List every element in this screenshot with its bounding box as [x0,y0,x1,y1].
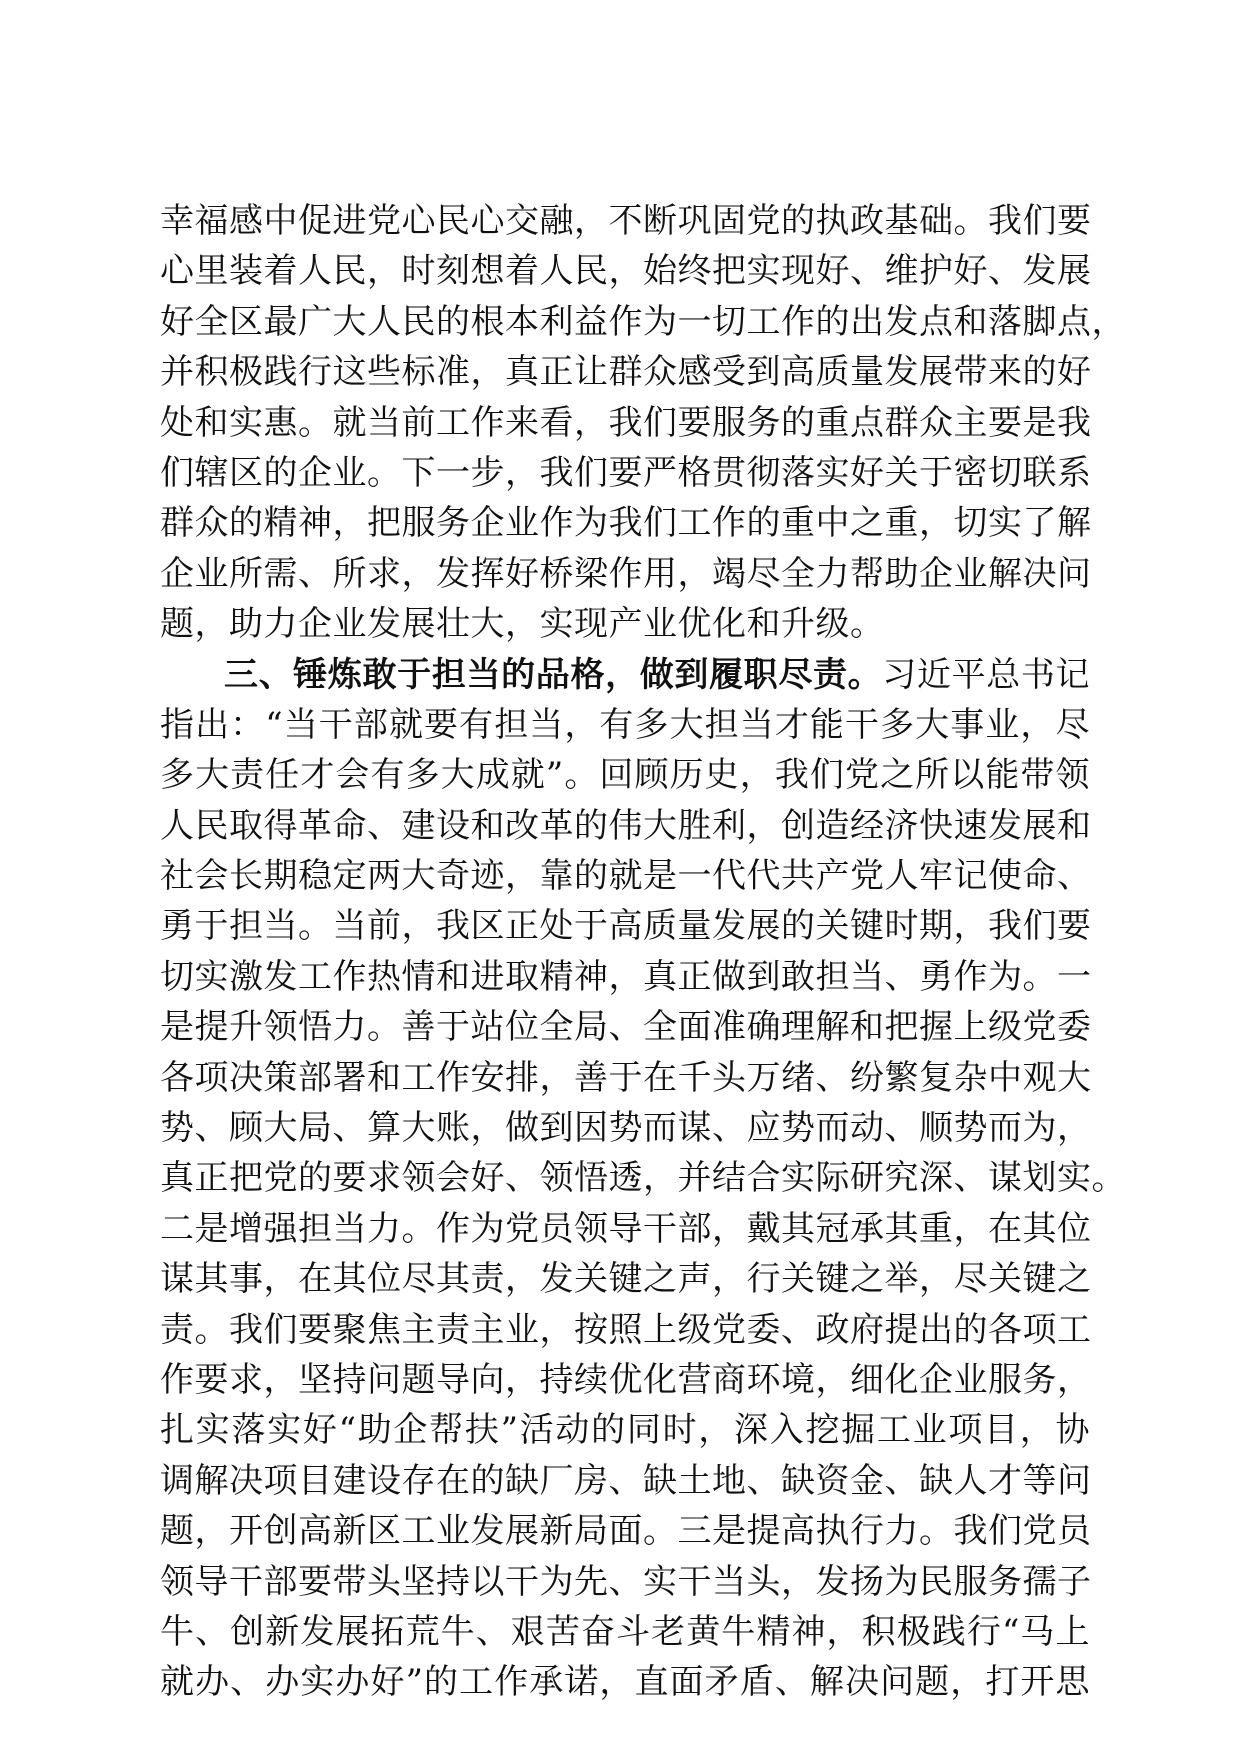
text-line: 领导干部要带头坚持以干为先、实干当头，发扬为民服务孺子 [160,1561,1092,1602]
text-line: 是提升领悟力。善于站位全局、全面准确理解和把握上级党委 [160,1007,1092,1048]
text-line: 势、顾大局、算大账，做到因势而谋、应势而动、顺势而为， [160,1108,1092,1149]
text-line: 并积极践行这些标准，真正让群众感受到高质量发展带来的好 [160,352,1092,393]
text-line: 指出：“当干部就要有担当，有多大担当才能干多大事业，尽 [160,704,1090,745]
text-line: 谋其事，在其位尽其责，发关键之声，行关键之举，尽关键之 [160,1259,1092,1300]
text-line: 真正把党的要求领会好、领悟透，并结合实际研究深、谋划实。 [160,1158,1126,1199]
text-line: 扎实落实好“助企帮扶”活动的同时，深入挖掘工业项目，协 [160,1410,1090,1451]
text-line: 调解决项目建设存在的缺厂房、缺土地、缺资金、缺人才等问 [160,1460,1092,1501]
text-line: 切实激发工作热情和进取精神，真正做到敢担当、勇作为。一 [160,956,1092,997]
text-line: 心里装着人民，时刻想着人民，始终把实现好、维护好、发展 [160,251,1092,292]
text-line: 题，开创高新区工业发展新局面。三是提高执行力。我们党员 [160,1511,1092,1552]
text-line: 勇于担当。当前，我区正处于高质量发展的关键时期，我们要 [160,906,1092,947]
section-heading-line [160,650,1090,700]
text-line: 多大责任才会有多大成就”。回顾历史，我们党之所以能带领 [160,755,1090,796]
text-line: 作要求，坚持问题导向，持续优化营商环境，细化企业服务， [160,1359,1092,1400]
text-line: 好全区最广大人民的根本利益作为一切工作的出发点和落脚点， [160,301,1126,342]
section-heading: 三、锤炼敢于担当的品格，做到履职尽责。 [224,654,883,695]
text-line: 企业所需、所求，发挥好桥梁作用，竭尽全力帮助企业解决问 [160,553,1092,594]
text-line: 牛、创新发展拓荒牛、艰苦奋斗老黄牛精神，积极践行“马上 [160,1611,1090,1652]
text-line: 处和实惠。就当前工作来看，我们要服务的重点群众主要是我 [160,402,1092,443]
body-text [160,196,1126,1708]
text-line: 二是增强担当力。作为党员领导干部，戴其冠承其重，在其位 [160,1208,1092,1249]
text-line: 题，助力企业发展壮大，实现产业优化和升级。 [160,604,885,645]
text-line: 群众的精神，把服务企业作为我们工作的重中之重，切实了解 [160,503,1092,544]
text-line: 各项决策部署和工作安排，善于在千头万绪、纷繁复杂中观大 [160,1057,1092,1098]
text-line: 责。我们要聚焦主责主业，按照上级党委、政府提出的各项工 [160,1309,1092,1350]
text-line: 人民取得革命、建设和改革的伟大胜利，创造经济快速发展和 [160,805,1092,846]
text-line: 们辖区的企业。下一步，我们要严格贯彻落实好关于密切联系 [160,452,1092,493]
text-line: 社会长期稳定两大奇迹，靠的就是一代代共产党人牢记使命、 [160,856,1092,897]
section-heading-tail: 习近平总书记 [882,654,1091,695]
text-line: 就办、办实办好”的工作承诺，直面矛盾、解决问题，打开思 [160,1662,1090,1703]
text-line: 幸福感中促进党心民心交融，不断巩固党的执政基础。我们要 [160,201,1092,241]
